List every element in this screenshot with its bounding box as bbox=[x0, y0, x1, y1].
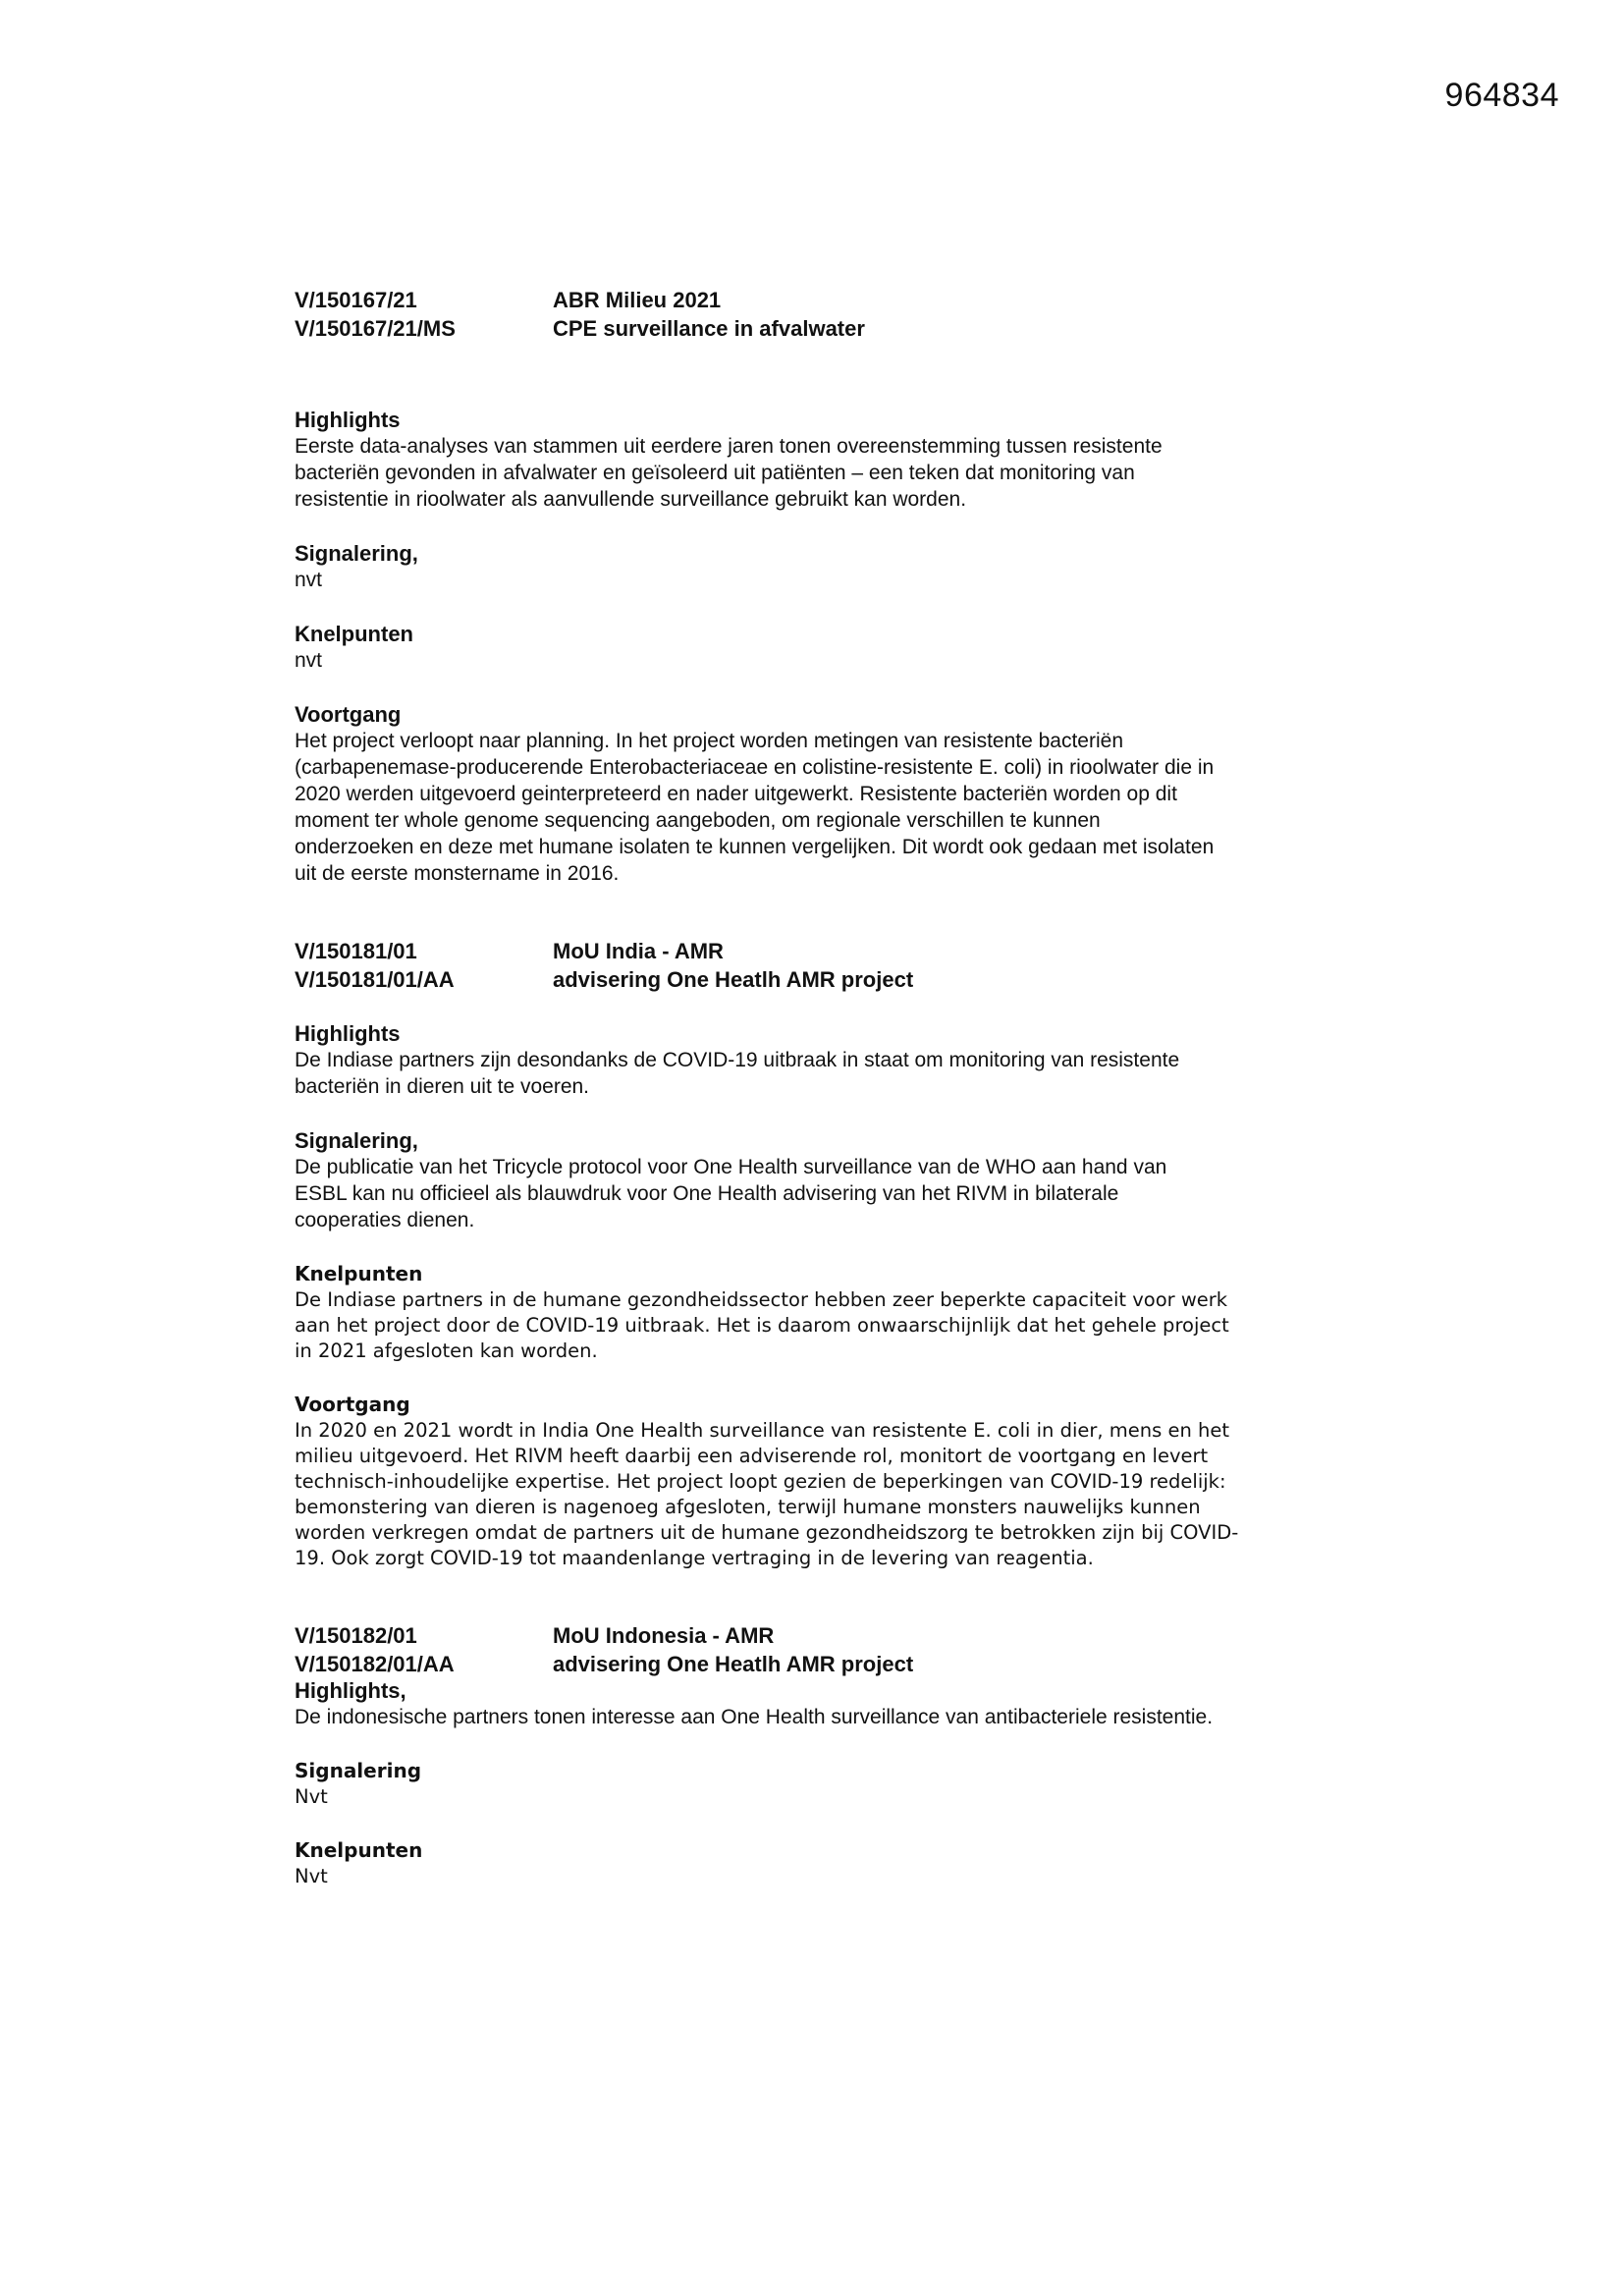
subproject-title: advisering One Heatlh AMR project bbox=[553, 967, 914, 992]
highlights-section bbox=[295, 1020, 1375, 1100]
signalering-text: nvt bbox=[295, 569, 323, 591]
voortgang-section bbox=[295, 1392, 1375, 1571]
project-code: V/150181/01 bbox=[295, 939, 417, 963]
subproject-code: V/150181/01/AA bbox=[295, 967, 455, 992]
project-title: MoU India - AMR bbox=[553, 939, 724, 963]
highlights-text: Eerste data-analyses van stammen uit eerdere jaren tonen overeenstemming tussen resistente bacteriën gevonden in afvalwater en geïsoleerd uit patiënten – een teken dat monitoring van resistentie in rioolwater als aanvullende surveillance gebruikt kan worden. bbox=[295, 435, 1163, 511]
knelpunten-text: nvt bbox=[295, 649, 323, 672]
signalering-section bbox=[295, 540, 1375, 593]
knelpunten-section bbox=[295, 1837, 1375, 1889]
highlights-heading: Highlights bbox=[295, 408, 401, 432]
project-block bbox=[295, 938, 1375, 1571]
knelpunten-section bbox=[295, 1261, 1375, 1364]
highlights-text: De indonesische partners tonen interesse aan One Health surveillance van antibacteriele resistentie. bbox=[295, 1706, 1214, 1728]
signalering-heading: Signalering bbox=[295, 1759, 422, 1782]
highlights-text: De Indiase partners zijn desondanks de COVID-19 uitbraak in staat om monitoring van resistente bacteriën in dieren uit te voeren. bbox=[295, 1049, 1180, 1098]
subproject-title: advisering One Heatlh AMR project bbox=[553, 1652, 914, 1676]
signalering-heading: Signalering, bbox=[295, 541, 418, 566]
knelpunten-section bbox=[295, 621, 1375, 674]
project-title: ABR Milieu 2021 bbox=[553, 288, 722, 312]
project-code: V/150182/01 bbox=[295, 1623, 417, 1648]
project-block bbox=[295, 1622, 1375, 1889]
knelpunten-heading: Knelpunten bbox=[295, 622, 413, 646]
signalering-section bbox=[295, 1127, 1375, 1233]
document-number: 964834 bbox=[1444, 77, 1559, 114]
knelpunten-text: De Indiase partners in de humane gezondheidssector hebben zeer beperkte capaciteit voor werk aan het project door de COVID-19 uitbraak. Het is daarom onwaarschijnlijk dat het gehele project in 2021 afgesloten kan worden. bbox=[295, 1288, 1229, 1362]
subproject-code: V/150167/21/MS bbox=[295, 316, 456, 341]
signalering-text: Nvt bbox=[295, 1785, 328, 1808]
highlights-heading: Highlights, bbox=[295, 1678, 406, 1703]
voortgang-heading: Voortgang bbox=[295, 1393, 410, 1416]
project-title: MoU Indonesia - AMR bbox=[553, 1623, 775, 1648]
voortgang-heading: Voortgang bbox=[295, 702, 402, 727]
highlights-heading: Highlights bbox=[295, 1021, 401, 1046]
document-body bbox=[295, 287, 1375, 1941]
highlights-section bbox=[295, 407, 1375, 513]
subproject-title: CPE surveillance in afvalwater bbox=[553, 316, 865, 341]
voortgang-text: Het project verloopt naar planning. In het project worden metingen van resistente bacteriën (carbapenemase-producerende Enterobacteriaceae en colistine-resistente E. coli) in rioolwater die in 2020 werden uitgevoerd geinterpreteerd en nader uitgewerkt. Resistente bacteriën worden op dit moment ter whole genome sequencing aangeboden, om regionale verschillen te kunnen onderzoeken en deze met humane isolaten te kunnen vergelijken. Dit wordt ook gedaan met isolaten uit de eerste monstername in 2016. bbox=[295, 730, 1215, 885]
project-header bbox=[295, 938, 1375, 993]
voortgang-text: In 2020 en 2021 wordt in India One Health surveillance van resistente E. coli in dier, mens en het milieu uitgevoerd. Het RIVM heeft daarbij een adviserende rol, monitort de voortgang en levert technisch-inhoudelijke expertise. Het project loopt gezien de beperkingen van COVID-19 redelijk: bemonstering van dieren is nagenoeg afgesloten, terwijl humane monsters nauwelijks kunnen worden verkregen omdat de partners uit de humane gezondheidszorg te betrokken zijn bij COVID- 19. Ook zorgt COVID-19 tot maandenlange vertraging in de levering van reagentia. bbox=[295, 1419, 1239, 1569]
knelpunten-text: Nvt bbox=[295, 1865, 328, 1887]
project-block bbox=[295, 287, 1375, 887]
signalering-heading: Signalering, bbox=[295, 1128, 418, 1153]
project-header bbox=[295, 287, 1375, 342]
signalering-section bbox=[295, 1758, 1375, 1810]
signalering-text: De publicatie van het Tricycle protocol voor One Health surveillance van de WHO aan hand van ESBL kan nu officieel als blauwdruk voor One Health advisering van het RIVM in bilaterale cooperaties dienen. bbox=[295, 1156, 1167, 1231]
project-code: V/150167/21 bbox=[295, 288, 417, 312]
project-header bbox=[295, 1622, 1375, 1677]
knelpunten-heading: Knelpunten bbox=[295, 1838, 423, 1862]
voortgang-section bbox=[295, 701, 1375, 887]
subproject-code: V/150182/01/AA bbox=[295, 1652, 455, 1676]
highlights-section bbox=[295, 1677, 1375, 1730]
knelpunten-heading: Knelpunten bbox=[295, 1262, 423, 1285]
